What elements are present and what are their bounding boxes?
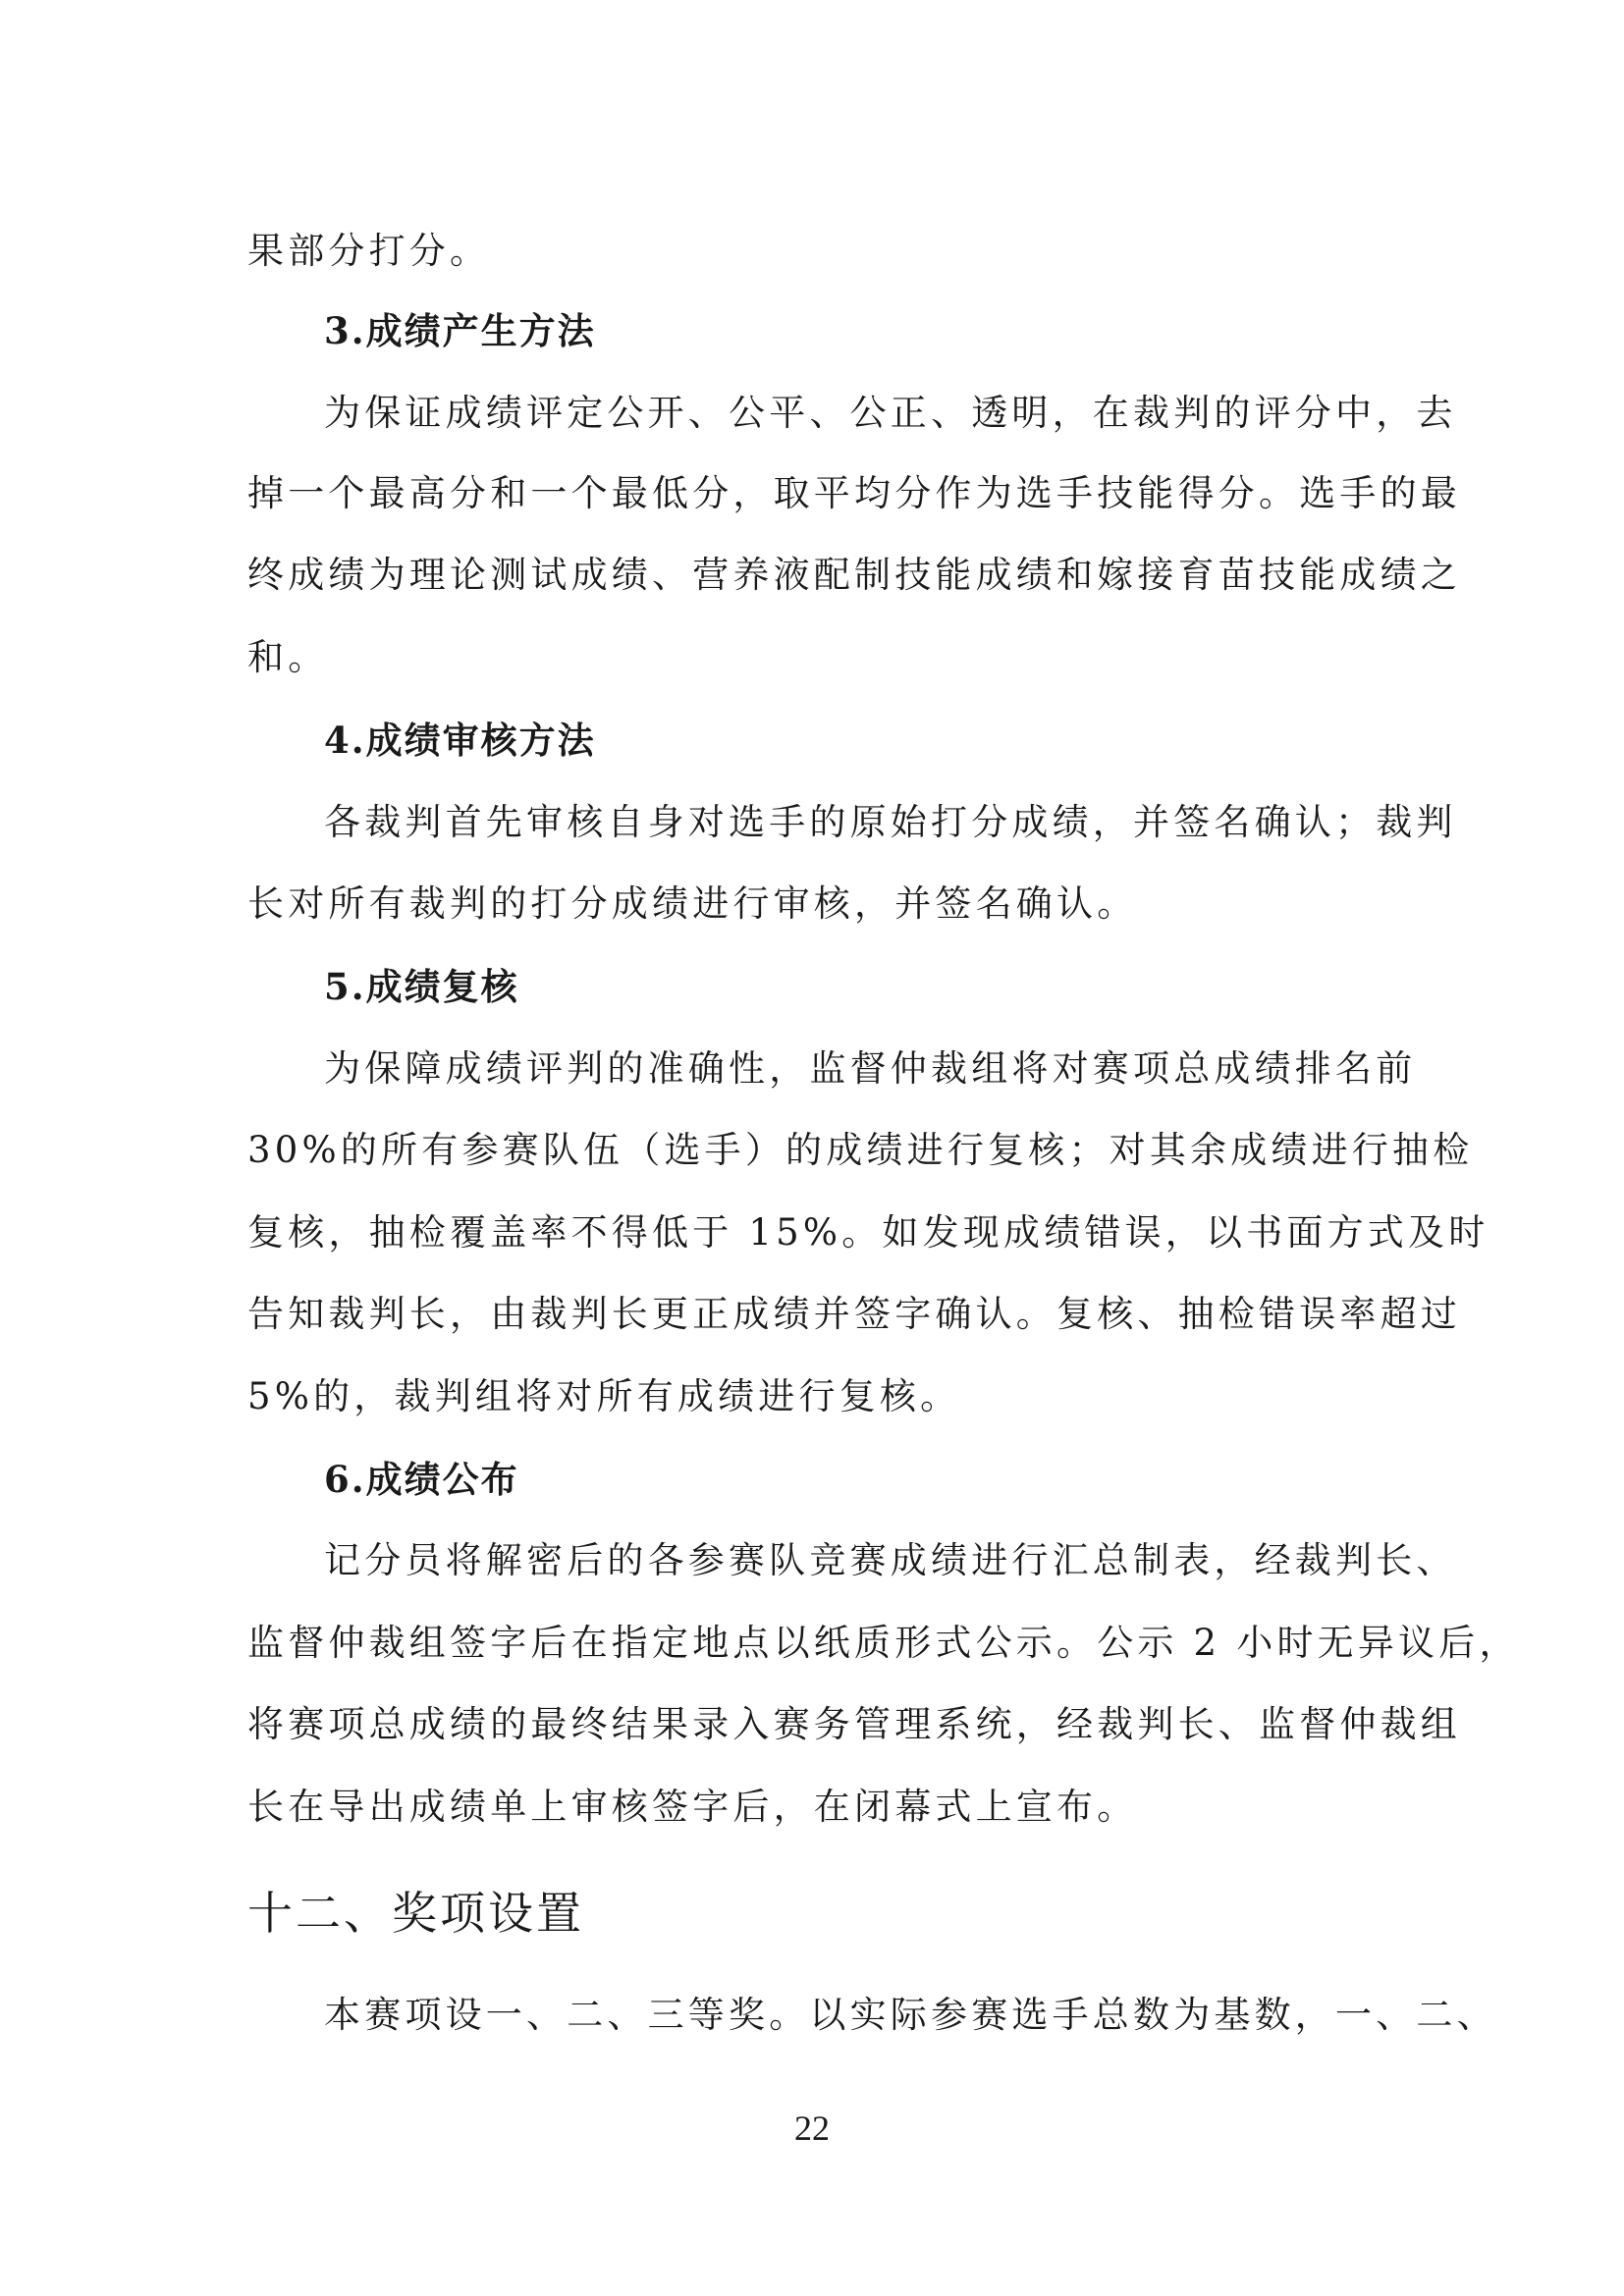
paragraph-line: 长在导出成绩单上审核签字后，在闭幕式上宣布。 (247, 1786, 1138, 1828)
subheading-score-review: 4.成绩审核方法 (324, 719, 596, 762)
paragraph-line: 记分员将解密后的各参赛队竞赛成绩进行汇总制表，经裁判长、 (324, 1539, 1457, 1581)
paragraph-line: 为保障成绩评判的准确性，监督仲裁组将对赛项总成绩排名前 (324, 1047, 1417, 1090)
paragraph-line: 果部分打分。 (247, 230, 491, 272)
paragraph-line: 复核，抽检覆盖率不得低于 15%。如发现成绩错误，以书面方式及时 (247, 1211, 1489, 1254)
subheading-score-publication: 6.成绩公布 (324, 1458, 519, 1501)
subheading-score-recheck: 5.成绩复核 (324, 965, 519, 1008)
section-title-awards: 十二、奖项设置 (247, 1887, 584, 1940)
paragraph-line: 掉一个最高分和一个最低分，取平均分作为选手技能得分。选手的最 (247, 472, 1461, 514)
paragraph-line: 为保证成绩评定公开、公平、公正、透明，在裁判的评分中，去 (324, 392, 1457, 434)
paragraph-line: 监督仲裁组签字后在指定地点以纸质形式公示。公示 2 小时无异议后， (247, 1622, 1520, 1664)
paragraph-line: 将赛项总成绩的最终结果录入赛务管理系统，经裁判长、监督仲裁组 (247, 1703, 1461, 1745)
paragraph-line: 5%的，裁判组将对所有成绩进行复核。 (247, 1375, 961, 1417)
paragraph-line: 各裁判首先审核自身对选手的原始打分成绩，并签名确认；裁判 (324, 801, 1457, 843)
paragraph-line: 告知裁判长，由裁判长更正成绩并签字确认。复核、抽检错误率超过 (247, 1293, 1461, 1335)
paragraph-line: 终成绩为理论测试成绩、营养液配制技能成绩和嫁接育苗技能成绩之 (247, 554, 1461, 596)
paragraph-line: 和。 (247, 636, 329, 678)
paragraph-line: 本赛项设一、二、三等奖。以实际参赛选手总数为基数，一、二、 (324, 1994, 1497, 2036)
paragraph-line: 长对所有裁判的打分成绩进行审核，并签名确认。 (247, 882, 1138, 925)
paragraph-line: 30%的所有参赛队伍（选手）的成绩进行复核；对其余成绩进行抽检 (247, 1129, 1474, 1171)
page-number: 22 (794, 2109, 830, 2148)
subheading-score-generation: 3.成绩产生方法 (324, 309, 596, 352)
